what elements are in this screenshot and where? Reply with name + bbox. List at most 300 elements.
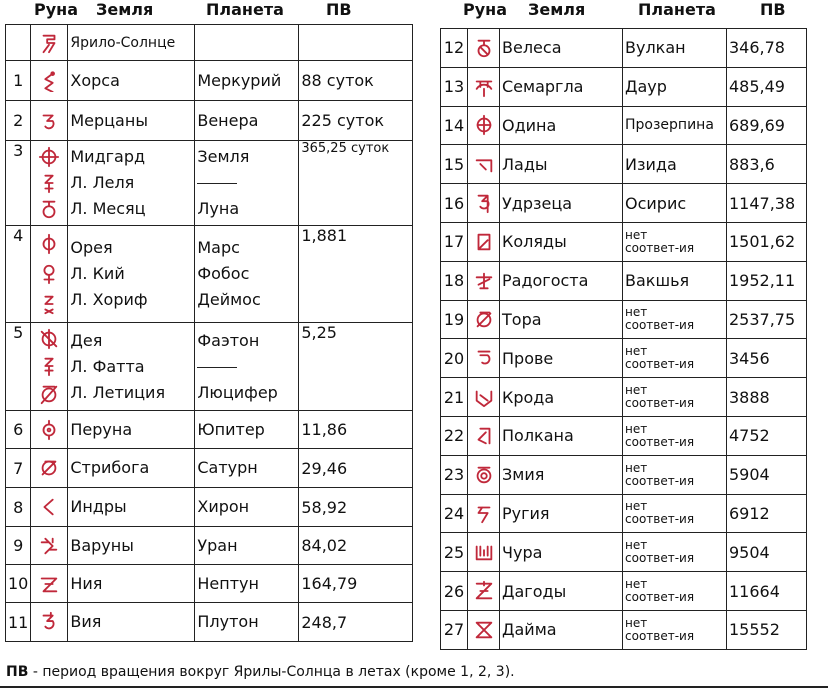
pv-cell [727, 106, 807, 145]
earth-name-cell [68, 226, 195, 323]
earth-name: Прове [502, 348, 554, 368]
pv-cell [727, 300, 807, 339]
earth-name-cell [500, 300, 623, 339]
planet-cell [195, 226, 299, 323]
planet-cell [195, 323, 299, 411]
table-row [6, 527, 413, 565]
rune-cell [468, 67, 500, 106]
earth-name-cell [500, 455, 623, 494]
row-number [441, 416, 468, 455]
row-number-text: 11 [8, 612, 29, 632]
rune-cell [31, 527, 68, 565]
row-number-text: 20 [443, 348, 465, 368]
row-number [441, 610, 468, 649]
rune-cell [468, 339, 500, 378]
pv-value: 365,25 суток [301, 141, 390, 156]
planet-cell [195, 527, 299, 565]
pv-cell [299, 25, 413, 61]
pv-value: 6912 [729, 503, 770, 523]
planet-name: Изида [625, 154, 677, 174]
earth-name: Варуны [70, 535, 134, 555]
earth-name: Ярило-Солнце [70, 34, 176, 51]
footnote-text: - период вращения вокруг Ярилы-Солнца в летах (кроме 1, 2, 3). [28, 664, 515, 680]
planet-name: Люцифер [197, 382, 278, 402]
rune-cell [31, 603, 68, 642]
pv-cell [299, 61, 413, 101]
pv-cell [299, 488, 413, 527]
row-number [6, 141, 31, 226]
rune-lady-icon [473, 153, 495, 175]
rune-cell [31, 226, 68, 323]
row-number [6, 411, 31, 449]
earth-name-cell [500, 572, 623, 611]
earth-name: Орея [70, 238, 113, 257]
earth-name-cell [500, 29, 623, 68]
table-row [441, 533, 807, 572]
earth-name-cell [500, 533, 623, 572]
earth-name: Полкана [502, 426, 574, 446]
table-row [441, 339, 807, 378]
rune-cell [31, 565, 68, 603]
rune-deya-icon [38, 328, 60, 350]
earth-name-cell [500, 145, 623, 184]
earth-name: Индры [70, 497, 127, 516]
earth-name: Мидгард [70, 147, 146, 166]
earth-name: Вия [70, 612, 102, 631]
rune-kolyady-icon [473, 231, 495, 253]
header-earth-left: Земля [96, 0, 154, 19]
table-row [441, 145, 807, 184]
row-number [441, 378, 468, 417]
rune-udrzetsa-icon [473, 192, 495, 214]
pv-cell [727, 145, 807, 184]
planet-cell [623, 222, 727, 261]
planet-name: Вакшья [625, 271, 690, 291]
row-number [6, 449, 31, 488]
earth-name: Хорса [70, 70, 120, 90]
planet-cell [623, 261, 727, 300]
row-number-text: 9 [13, 536, 24, 555]
planet-dash [197, 170, 296, 196]
row-number [441, 339, 468, 378]
planet-cell [195, 25, 299, 61]
table-row [441, 106, 807, 145]
rune-cell [468, 416, 500, 455]
planet-name: Сатурн [197, 458, 258, 477]
rune-cell [468, 184, 500, 223]
rune-tora-icon [473, 308, 495, 330]
pv-value: 15552 [729, 620, 780, 640]
earth-name-cell [68, 488, 195, 527]
row-number-text: 8 [13, 497, 24, 517]
rune-kroda-icon [473, 386, 495, 408]
planet-name: нет соответ-ия [625, 227, 695, 255]
row-number-text: 2 [13, 111, 24, 130]
rune-semargla-icon [473, 76, 495, 98]
pv-value: 29,46 [301, 458, 348, 478]
row-number-text: 14 [443, 115, 465, 135]
row-number [6, 226, 31, 323]
rune-oreya-icon [38, 233, 60, 255]
table-row [6, 141, 413, 226]
earth-name: Ругия [502, 503, 550, 523]
earth-name-cell [68, 101, 195, 141]
row-number [441, 67, 468, 106]
rune-cell [468, 106, 500, 145]
planet-cell [623, 610, 727, 649]
earth-name-cell [500, 106, 623, 145]
earth-name-cell [500, 184, 623, 223]
rune-mesyats-icon [38, 198, 60, 220]
row-number-text: 18 [443, 271, 465, 291]
pv-value: 4752 [729, 426, 770, 446]
row-number-text: 25 [443, 542, 465, 562]
pv-cell [727, 29, 807, 68]
table-row [6, 449, 413, 488]
earth-name-cell [68, 565, 195, 603]
planet-cell [623, 572, 727, 611]
rune-cell [468, 572, 500, 611]
row-number [441, 145, 468, 184]
header-rune-right: Руна [463, 0, 508, 19]
earth-name: Л. Леля [70, 173, 135, 192]
row-number-text: 16 [443, 193, 465, 213]
row-number [6, 61, 31, 101]
earth-name-cell [500, 261, 623, 300]
table-row [441, 261, 807, 300]
planet-cell [195, 101, 299, 141]
pv-value: 346,78 [729, 38, 785, 58]
rune-cell [468, 145, 500, 184]
row-number [441, 106, 468, 145]
bottom-rule [0, 686, 828, 688]
earth-name-cell [68, 323, 195, 411]
row-number [6, 603, 31, 642]
planet-name: Меркурий [197, 70, 282, 90]
pv-value: 248,7 [301, 612, 348, 632]
pv-cell [299, 411, 413, 449]
planet-name: нет соответ-ия [625, 344, 695, 372]
rune-cell [468, 494, 500, 533]
rune-cell [31, 101, 68, 141]
planet-name: Земля [197, 147, 250, 166]
rune-cell [468, 222, 500, 261]
pv-cell [299, 565, 413, 603]
pv-cell [727, 455, 807, 494]
earth-name-cell [68, 411, 195, 449]
earth-name: Радогоста [502, 271, 589, 291]
planet-cell [623, 106, 727, 145]
table-row [6, 603, 413, 642]
header-rune-left: Руна [34, 0, 79, 19]
earth-name-cell [500, 378, 623, 417]
row-number [441, 455, 468, 494]
rune-cell [31, 61, 68, 101]
rune-odina-icon [473, 114, 495, 136]
planet-cell [195, 488, 299, 527]
planet-name: Вулкан [625, 38, 686, 58]
planet-name: Фобос [197, 264, 250, 283]
rune-niya-icon [38, 573, 60, 595]
pv-value: 11,86 [301, 420, 348, 439]
planet-cell [623, 494, 727, 533]
planet-cell [623, 145, 727, 184]
planet-cell [623, 416, 727, 455]
header-earth-right: Земля [528, 0, 586, 19]
earth-name: Одина [502, 115, 557, 135]
planet-name: Уран [197, 535, 238, 555]
planet-cell [195, 449, 299, 488]
planet-cell [623, 67, 727, 106]
header-planet-right: Планета [638, 0, 716, 19]
pv-cell [299, 141, 413, 226]
rune-khorif-icon [38, 293, 60, 315]
planet-name: нет соответ-ия [625, 538, 695, 566]
earth-name-cell [68, 449, 195, 488]
planet-cell [623, 29, 727, 68]
pv-value: 3888 [729, 387, 770, 407]
earth-name-cell [500, 339, 623, 378]
earth-name: Л. Месяц [70, 199, 146, 218]
pv-cell [727, 184, 807, 223]
pv-value: 9504 [729, 542, 770, 562]
table-row [441, 378, 807, 417]
earth-name: Л. Хориф [70, 290, 148, 309]
row-number-text: 15 [443, 154, 465, 174]
rune-midgard-icon [38, 146, 60, 168]
rune-rugiya-icon [473, 502, 495, 524]
table-row [441, 222, 807, 261]
rune-cell [31, 323, 68, 411]
row-number-text: 19 [443, 309, 465, 329]
earth-name: Стрибога [70, 458, 150, 477]
planet-name: нет соответ-ия [625, 615, 695, 643]
earth-name: Дея [70, 330, 103, 350]
rune-cell [468, 300, 500, 339]
row-number [441, 494, 468, 533]
earth-name-cell [500, 494, 623, 533]
table-row [6, 101, 413, 141]
table-row [441, 494, 807, 533]
pv-cell [727, 494, 807, 533]
rune-peruna-icon [38, 419, 60, 441]
table-row [441, 184, 807, 223]
row-number-text: 3 [13, 141, 24, 160]
planet-name: Осирис [625, 193, 687, 213]
pv-value: 88 суток [301, 71, 374, 90]
rune-striboga-icon [38, 457, 60, 479]
earth-name: Перуна [70, 419, 133, 439]
table-row [441, 300, 807, 339]
row-number [6, 323, 31, 411]
header-pv-right: ПВ [760, 0, 786, 19]
rune-cell [468, 29, 500, 68]
rune-lelya-icon [38, 172, 60, 194]
row-number [6, 488, 31, 527]
planet-cell [623, 533, 727, 572]
rune-cell [468, 261, 500, 300]
earth-name-cell [500, 416, 623, 455]
row-number-text: 21 [443, 387, 465, 407]
earth-name: Тора [502, 309, 542, 329]
pv-value: 5904 [729, 465, 770, 485]
pv-cell [727, 339, 807, 378]
pv-cell [299, 101, 413, 141]
row-number-text: 4 [13, 226, 24, 245]
earth-name: Мерцаны [70, 110, 148, 130]
planet-name: Прозерпина [625, 117, 714, 134]
earth-name: Л. Фатта [70, 356, 145, 376]
rune-letitsiya-icon [38, 383, 60, 405]
planet-name: нет соответ-ия [625, 460, 695, 488]
row-number-text: 12 [443, 38, 465, 58]
pv-cell [727, 416, 807, 455]
table-row [441, 29, 807, 68]
table-row [6, 488, 413, 527]
planet-name: нет соответ-ия [625, 421, 695, 449]
planet-name: Венера [197, 110, 259, 130]
rune-mertsany-icon [38, 110, 60, 132]
row-number-text: 5 [13, 323, 24, 342]
pv-value: 164,79 [301, 574, 358, 593]
table-row [6, 565, 413, 603]
planet-name: нет соответ-ия [625, 305, 695, 333]
planet-cell [195, 565, 299, 603]
planet-cell [623, 184, 727, 223]
earth-name-cell [500, 610, 623, 649]
rune-velesa-icon [473, 37, 495, 59]
rune-polkana-icon [473, 425, 495, 447]
rune-cell [31, 449, 68, 488]
pv-value: 58,92 [301, 497, 348, 517]
rune-zmiya-icon [473, 464, 495, 486]
row-number [441, 300, 468, 339]
planet-name: нет соответ-ия [625, 499, 695, 527]
earth-name-cell [68, 141, 195, 226]
planet-cell [623, 339, 727, 378]
planet-dash [197, 354, 296, 380]
pv-value: 883,6 [729, 154, 775, 174]
row-number-text: 17 [443, 232, 465, 252]
earth-name-cell [68, 25, 195, 61]
rune-khors-icon [38, 70, 60, 92]
planet-cell [195, 61, 299, 101]
table-row [441, 67, 807, 106]
rune-prove-icon [473, 347, 495, 369]
pv-cell [727, 610, 807, 649]
rune-cell [31, 488, 68, 527]
table-row [441, 455, 807, 494]
planet-name: Плутон [197, 612, 259, 631]
planet-name: Деймос [197, 290, 261, 309]
planet-cell [623, 300, 727, 339]
earth-name-cell [68, 61, 195, 101]
row-number [441, 572, 468, 611]
row-number-text: 26 [443, 581, 465, 601]
row-number-text: 23 [443, 465, 465, 485]
pv-cell [727, 572, 807, 611]
row-number [6, 527, 31, 565]
row-number-text: 7 [13, 458, 24, 478]
planet-name: Марс [197, 238, 240, 257]
planet-name: Юпитер [197, 419, 265, 439]
rune-cell [468, 455, 500, 494]
pv-value: 11664 [729, 581, 780, 601]
rune-cell [468, 610, 500, 649]
pv-value: 2537,75 [729, 309, 796, 329]
footnote [6, 664, 515, 680]
earth-name: Дайма [502, 620, 557, 640]
pv-cell [299, 603, 413, 642]
row-number [441, 222, 468, 261]
earth-name: Коляды [502, 232, 567, 252]
row-number [441, 29, 468, 68]
earth-name: Чура [502, 542, 543, 562]
earth-name: Велеса [502, 38, 562, 58]
left-rune-table [5, 24, 413, 642]
row-number [441, 533, 468, 572]
planet-name: Хирон [197, 497, 250, 516]
row-number-text: 13 [443, 77, 465, 97]
earth-name: Семаргла [502, 77, 584, 97]
footnote-abbr: ПВ [6, 664, 29, 680]
row-number-text: 1 [13, 71, 24, 90]
table-row [6, 226, 413, 323]
row-number-text: 24 [443, 503, 465, 523]
row-number [6, 25, 31, 61]
table-row [6, 25, 413, 61]
earth-name: Змия [502, 465, 545, 485]
earth-name-cell [500, 222, 623, 261]
row-number-text: 22 [443, 426, 465, 446]
row-number [6, 101, 31, 141]
rune-cell [31, 411, 68, 449]
rune-dayma-icon [473, 619, 495, 641]
planet-cell [623, 455, 727, 494]
row-number-text: 6 [13, 420, 24, 439]
pv-cell [727, 222, 807, 261]
pv-value: 1952,11 [729, 271, 796, 291]
rune-fatta-icon [38, 355, 60, 377]
rune-viya-icon [38, 611, 60, 633]
rune-cell [31, 141, 68, 226]
pv-value: 1147,38 [729, 193, 796, 213]
pv-cell [727, 261, 807, 300]
earth-name: Удрзеца [502, 193, 573, 213]
planet-cell [623, 378, 727, 417]
rune-sun-icon [38, 32, 60, 54]
table-row [6, 411, 413, 449]
earth-name: Лады [502, 154, 548, 174]
earth-name-cell [68, 527, 195, 565]
pv-cell [299, 226, 413, 323]
rune-radogosta-icon [473, 270, 495, 292]
planet-name: нет соответ-ия [625, 383, 695, 411]
right-rune-table [440, 28, 807, 650]
table-row [6, 61, 413, 101]
rune-chura-icon [473, 541, 495, 563]
row-number [6, 565, 31, 603]
pv-value: 485,49 [729, 77, 785, 97]
pv-cell [299, 323, 413, 411]
pv-cell [299, 527, 413, 565]
planet-name: нет соответ-ия [625, 577, 695, 605]
header-pv-left: ПВ [326, 0, 352, 19]
pv-cell [299, 449, 413, 488]
planet-cell [195, 603, 299, 642]
table-row [441, 572, 807, 611]
planet-name: Фаэтон [197, 330, 260, 350]
